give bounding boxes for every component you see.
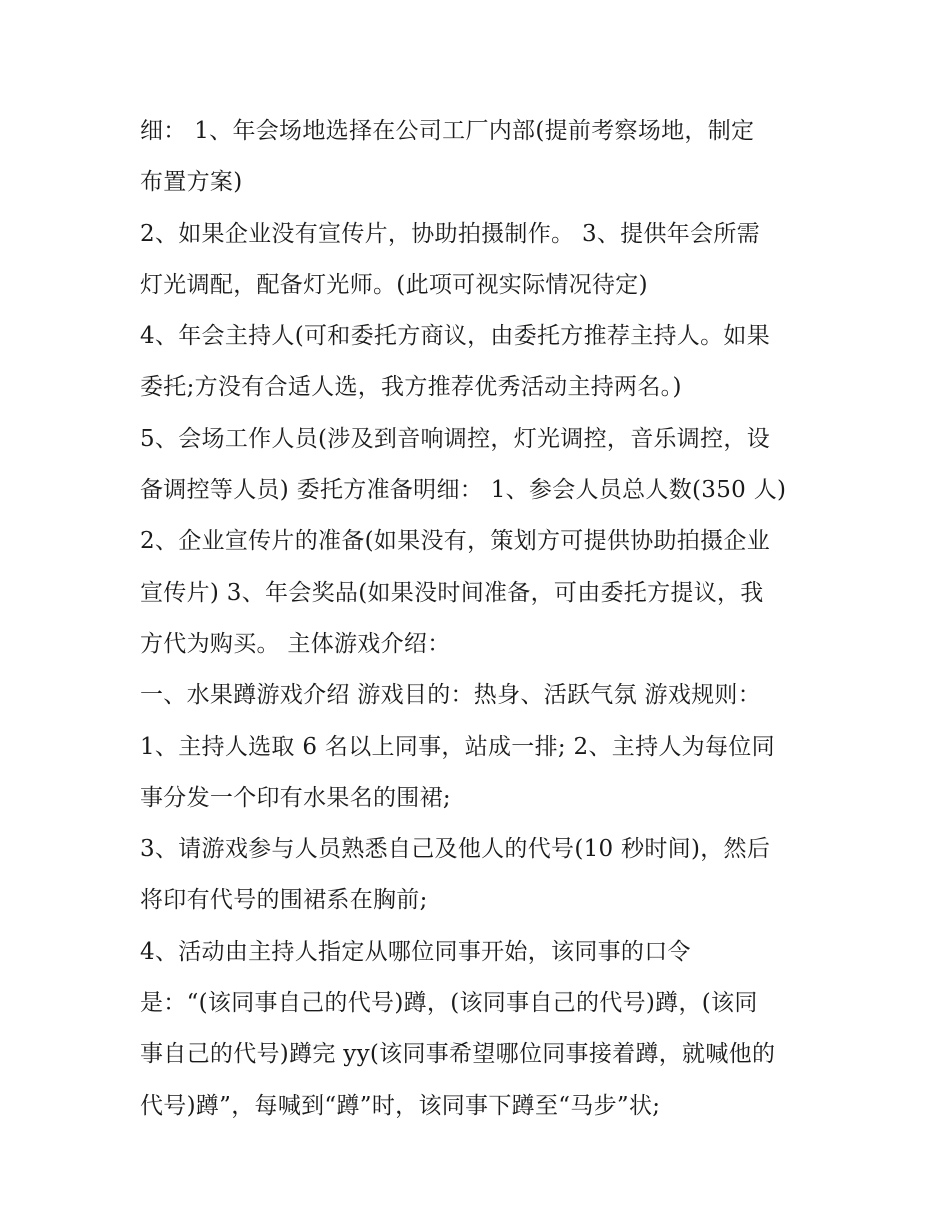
text-line: 2、如果企业没有宣传片，协助拍摄制作。 3、提供年会所需: [140, 220, 760, 247]
text-line: 细： 1、年会场地选择在公司工厂内部(提前考察场地，制定: [140, 118, 755, 144]
text-line: 委托;方没有合适人选，我方推荐优秀活动主持两名。): [140, 374, 682, 401]
text-line: 宣传片) 3、年会奖品(如果没时间准备，可由委托方提议，我: [140, 579, 764, 606]
text-line: 4、活动由主持人指定从哪位同事开始，该同事的口令: [140, 938, 691, 965]
text-line: 灯光调配，配备灯光师。(此项可视实际情况待定): [140, 271, 648, 298]
text-line: 1、主持人选取 6 名以上同事，站成一排; 2、主持人为每位同: [140, 733, 775, 760]
text-line: 方代为购买。 主体游戏介绍：: [140, 630, 451, 657]
text-line: 3、请游戏参与人员熟悉自己及他人的代号(10 秒时间)，然后: [140, 836, 771, 863]
text-line: 备调控等人员) 委托方准备明细： 1、参会人员总人数(350 人): [140, 477, 787, 504]
text-line: 代号)蹲”，每喊到“蹲”时，该同事下蹲至“马步”状;: [140, 1092, 661, 1119]
text-line: 一、水果蹲游戏介绍 游戏目的：热身、活跃气氛 游戏规则：: [140, 682, 762, 709]
text-line: 事自己的代号)蹲完 yy(该同事希望哪位同事接着蹲，就喊他的: [140, 1041, 776, 1068]
text-line: 布置方案): [140, 169, 243, 196]
text-line: 4、年会主持人(可和委托方商议，由委托方推荐主持人。如果: [140, 323, 771, 350]
text-line: 5、会场工作人员(涉及到音响调控，灯光调控，音乐调控，设: [140, 425, 771, 452]
text-line: 将印有代号的围裙系在胸前;: [140, 887, 428, 914]
text-line: 2、企业宣传片的准备(如果没有，策划方可提供协助拍摄企业: [140, 528, 771, 555]
text-line: 事分发一个印有水果名的围裙;: [140, 784, 451, 811]
text-line: 是：“(该同事自己的代号)蹲，(该同事自己的代号)蹲，(该同: [140, 990, 758, 1017]
document-body: [140, 106, 830, 1132]
